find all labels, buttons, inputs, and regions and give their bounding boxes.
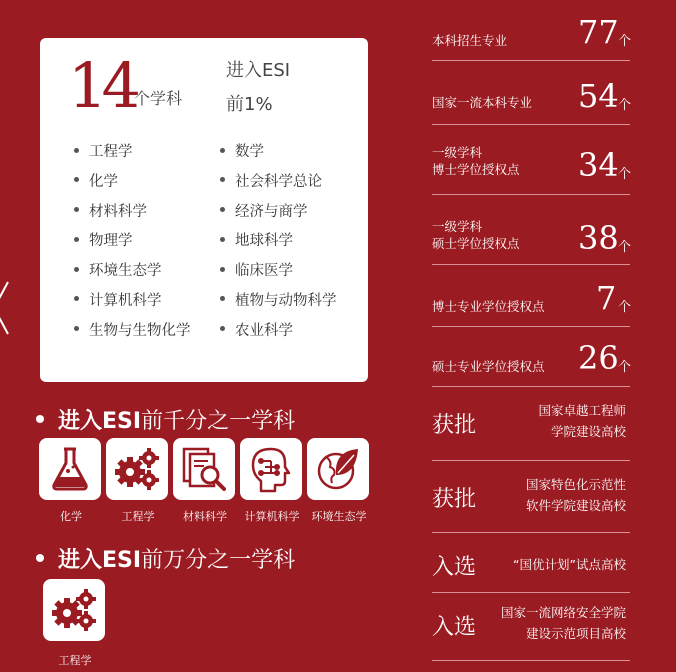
list-item: 经济与商学 [220, 200, 337, 230]
list-item: 工程学 [74, 140, 191, 170]
stat-doctoral-professional-degree-points: 博士专业学位授权点 7 个 [432, 276, 630, 326]
environmental-ecology-tile[interactable] [307, 438, 369, 500]
stat-national-first-class-majors: 国家一流本科专业 54 个 [432, 74, 630, 126]
honor-guoyou-program: 入选 “国优计划”试点高校 [432, 540, 630, 590]
list-item: 环境生态学 [74, 259, 191, 289]
leaf-globe-icon [314, 445, 362, 493]
list-item: 临床医学 [220, 259, 337, 289]
stat-doctoral-degree-points: 一级学科 博士学位授权点 34 个 [432, 136, 630, 194]
flask-icon [46, 445, 94, 493]
stat-master-professional-degree-points: 硕士专业学位授权点 26 个 [432, 334, 630, 386]
list-item: 植物与动物科学 [220, 289, 337, 319]
gears-icon [113, 445, 161, 493]
list-item: 地球科学 [220, 229, 337, 259]
materials-tile[interactable] [173, 438, 235, 500]
gears-icon [50, 586, 98, 634]
list-item: 数学 [220, 140, 337, 170]
honor-cybersecurity-college: 入选 国家一流网络安全学院 建设示范项目高校 [432, 600, 630, 664]
engineering-tile[interactable] [43, 579, 105, 641]
esi-subject-unit: 个学科 [134, 89, 183, 108]
engineering-tile[interactable] [106, 438, 168, 500]
tile-label: 化学 [60, 510, 82, 523]
tile-label: 计算机科学 [244, 510, 300, 523]
honor-software-college: 获批 国家特色化示范性 软件学院建设高校 [432, 470, 630, 532]
tile-label: 环境生态学 [311, 510, 367, 523]
subject-list-left [74, 140, 191, 349]
robot-head-icon [247, 445, 295, 493]
esi-subject-count: 14 [68, 49, 135, 122]
subject-list-right [220, 140, 337, 349]
esi-top-thousandth-heading: 进入ESI前千分之一学科 [36, 404, 295, 435]
list-item: 生物与生物化学 [74, 319, 191, 349]
list-item: 计算机科学 [74, 289, 191, 319]
list-item: 农业科学 [220, 319, 337, 349]
tile-label: 工程学 [121, 510, 155, 523]
chevron-left-icon[interactable] [0, 278, 12, 338]
documents-magnifier-icon [180, 445, 228, 493]
computer-science-tile[interactable] [240, 438, 302, 500]
esi-heading-line1: 进入ESI [226, 60, 291, 81]
chemistry-tile[interactable] [39, 438, 101, 500]
esi-top-ten-thousandth-heading: 进入ESI前万分之一学科 [36, 543, 295, 574]
esi-top1-card [40, 38, 368, 382]
esi-heading-line2: 前1% [226, 94, 273, 115]
stat-master-degree-points: 一级学科 硕士学位授权点 38 个 [432, 206, 630, 264]
list-item: 社会科学总论 [220, 170, 337, 200]
list-item: 化学 [74, 170, 191, 200]
honor-excellent-engineer-college: 获批 国家卓越工程师 学院建设高校 [432, 396, 630, 458]
list-item: 物理学 [74, 229, 191, 259]
tile-label: 材料科学 [183, 510, 227, 523]
stat-undergrad-majors: 本科招生专业 77 个 [432, 12, 630, 62]
list-item: 材料科学 [74, 200, 191, 230]
tile-label: 工程学 [58, 654, 92, 667]
